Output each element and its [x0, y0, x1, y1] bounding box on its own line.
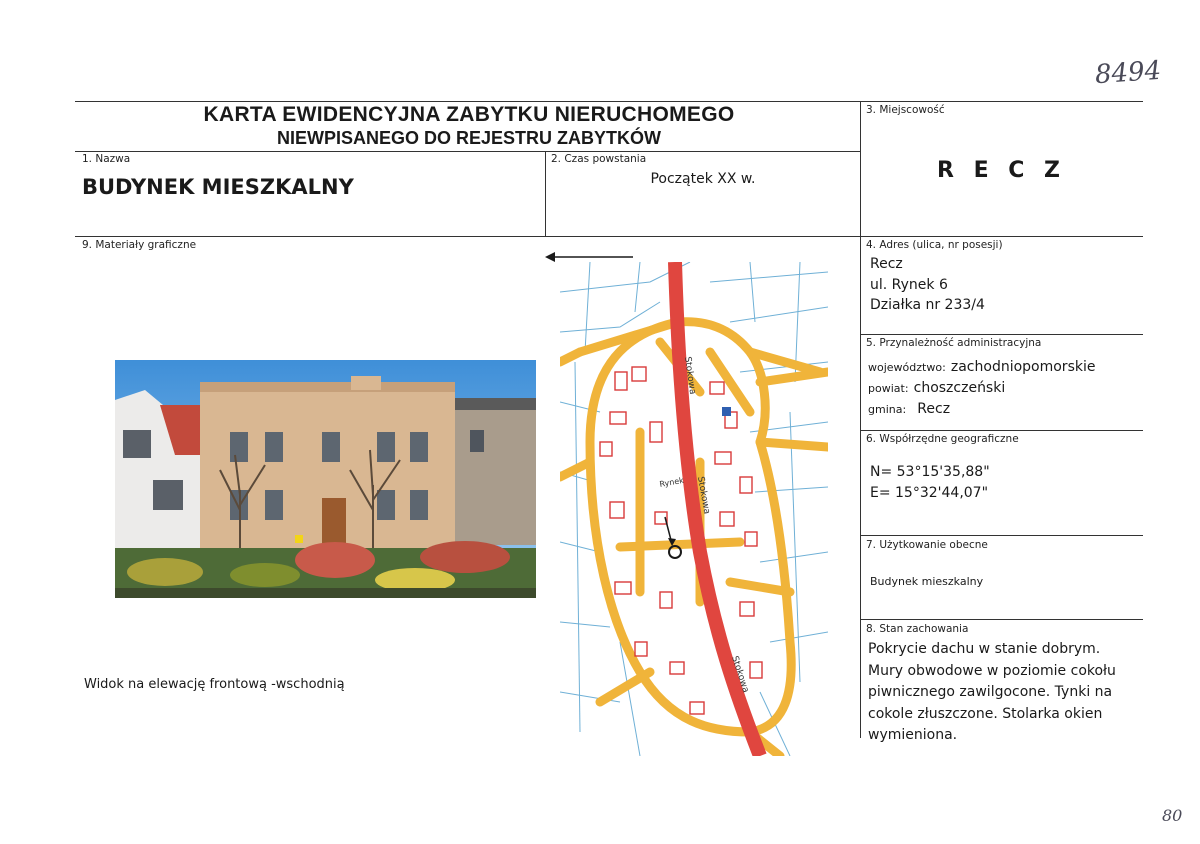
rule-top: [75, 101, 1143, 102]
czas-label: 2. Czas powstania: [551, 153, 647, 165]
handwritten-bottom-number: 80: [1162, 806, 1183, 825]
gmina-label: gmina:: [868, 403, 907, 416]
stan-line-3: piwnicznego zawilgocone. Tynki na: [868, 684, 1113, 700]
coordinate-n: N= 53°15'35,88": [870, 464, 990, 480]
map-street-label-2: Stokowa: [695, 475, 712, 515]
document-title: KARTA EWIDENCYJNA ZABYTKU NIERUCHOMEGO: [203, 103, 735, 126]
rule-right-3: [860, 535, 1143, 536]
materialy-label: 9. Materiały graficzne: [82, 239, 197, 251]
uzytkowanie-label: 7. Użytkowanie obecne: [866, 539, 988, 551]
miejscowosc-label: 3. Miejscowość: [866, 104, 945, 116]
miejscowosc-value: R E C Z: [936, 158, 1067, 183]
rule-col-right: [860, 101, 861, 738]
map-street-label-1: Stokowa: [682, 356, 698, 396]
powiat-value: choszczeński: [913, 380, 1006, 396]
stan-description: [868, 639, 1138, 747]
adres-line-3: Działka nr 233/4: [870, 297, 985, 313]
nazwa-value: BUDYNEK MIESZKALNY: [82, 175, 354, 199]
rule-main: [75, 236, 1143, 237]
stan-line-2: Mury obwodowe w poziomie cokołu: [868, 662, 1116, 679]
adres-label: 4. Adres (ulica, nr posesji): [866, 239, 1003, 251]
nazwa-label: 1. Nazwa: [82, 153, 131, 165]
building-photo: [115, 360, 536, 598]
stan-line-1: Pokrycie dachu w stanie dobrym.: [868, 641, 1101, 657]
map-street-label-3: Stokowa: [729, 654, 751, 695]
gmina-value: Recz: [917, 401, 951, 417]
rule-right-4: [860, 619, 1143, 620]
wojewodztwo-value: zachodniopomorskie: [950, 359, 1096, 375]
powiat-label: powiat:: [868, 382, 909, 395]
wspolrzedne-label: 6. Współrzędne geograficzne: [866, 433, 1019, 445]
adres-line-2: ul. Rynek 6: [870, 277, 948, 293]
photo-caption: Widok na elewację frontową -wschodnią: [84, 677, 345, 692]
stan-line-4: cokole złuszczone. Stolarka okien: [868, 705, 1103, 722]
coordinate-e: E= 15°32'44,07": [870, 485, 989, 501]
map-street-label-4: Rynek: [658, 475, 685, 489]
document-subtitle: NIEWPISANEGO DO REJESTRU ZABYTKÓW: [276, 128, 662, 148]
stan-line-5: wymieniona.: [868, 727, 958, 743]
powiat-row: [868, 377, 1005, 396]
wojewodztwo-label: województwo:: [868, 361, 946, 374]
czas-value: Początek XX w.: [650, 171, 756, 187]
wojewodztwo-row: [868, 356, 1095, 375]
gmina-row: [868, 398, 950, 417]
rule-col-czas: [545, 151, 546, 236]
rule-right-2: [860, 430, 1143, 431]
stan-label: 8. Stan zachowania: [866, 623, 969, 635]
adres-line-1: Recz: [870, 256, 903, 272]
rule-header-bottom: [75, 151, 860, 152]
przynaleznosc-label: 5. Przynależność administracyjna: [866, 337, 1042, 349]
rule-right-1: [860, 334, 1143, 335]
location-map: [560, 262, 828, 756]
handwritten-top-number: 8494: [1094, 55, 1163, 91]
uzytkowanie-value: Budynek mieszkalny: [870, 575, 984, 588]
